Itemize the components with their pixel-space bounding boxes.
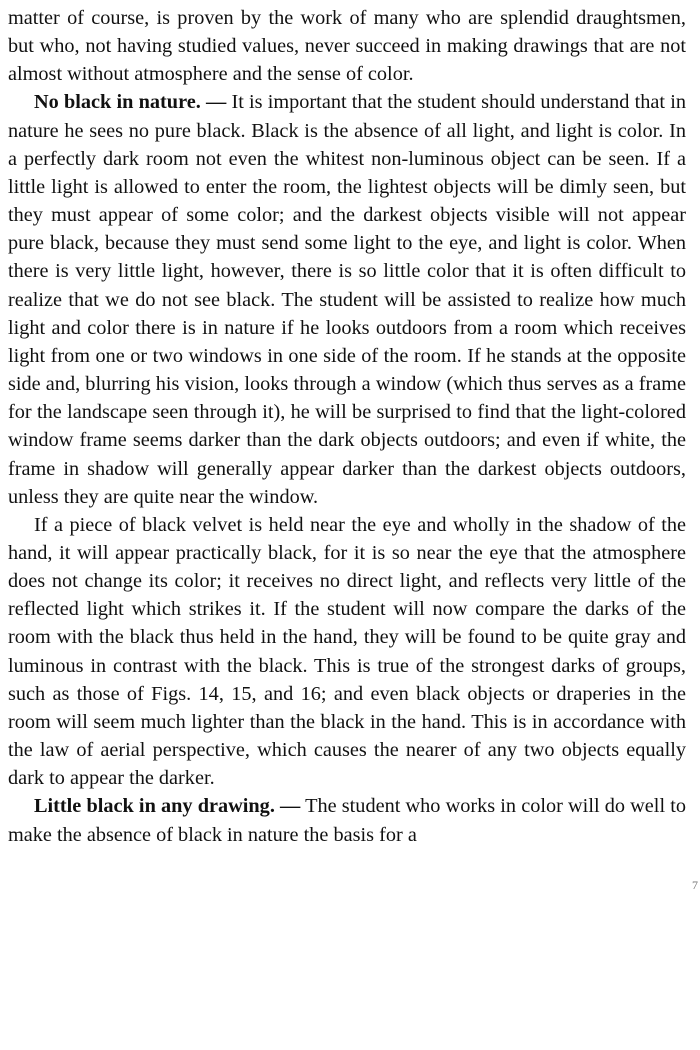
paragraph-text: The student who works in color will do well to make the absence of black in nature the basis for a <box>8 795 686 846</box>
paragraph-continuation <box>8 4 686 88</box>
paragraph-black-velvet <box>8 511 686 793</box>
paragraph-text: It is important that the student should understand that in nature he sees no pure black. Black is the absence of all light, and light is color. In a perfectly dark room not even the whitest non-luminous object can be seen. If a little light is allowed to enter the room, the lightest objects will be dimly seen, but they must appear of some color; and the darkest objects visible will not appear pure black, because they must send some light to the eye, and light is color. When there is very little light, however, there is so little color that it is often difficult to realize that we do not see black. The student will be assisted to realize how much light and color there is in nature if he looks outdoors from a room which receives light from one or two windows in one side of the room. If he stands at the opposite side and, blurring his vision, looks through a window (which thus serves as a frame for the landscape seen through it), he will be surprised to find that the light-colored window frame seems darker than the dark objects outdoors; and even if white, the frame in shadow will generally appear darker than the darkest objects outdoors, unless they are quite near the window. <box>8 91 686 508</box>
section-heading: No black in nature. — <box>34 91 227 114</box>
page-body <box>8 4 686 849</box>
margin-mark: 7 <box>692 878 698 892</box>
section-heading: Little black in any drawing. — <box>34 795 301 818</box>
paragraph-no-black-in-nature <box>8 88 686 510</box>
paragraph-little-black <box>8 792 686 848</box>
paragraph-text: matter of course, is proven by the work of many who are splendid draughtsmen, but who, not having studied values, never succeed in making drawings that are not almost without atmosphere and the sense of color. <box>8 7 686 86</box>
paragraph-text: If a piece of black velvet is held near the eye and wholly in the shadow of the hand, it will appear practically black, for it is so near the eye that the atmosphere does not change its color; it receives no direct light, and reflects very little of the reflected light which strikes it. If the student will now compare the darks of the room with the black thus held in the hand, they will be found to be quite gray and luminous in contrast with the black. This is true of the strongest darks of groups, such as those of Figs. 14, 15, and 16; and even black objects or draperies in the room will seem much lighter than the black in the hand. This is in accordance with the law of aerial perspective, which causes the nearer of any two objects equally dark to appear the darker. <box>8 513 686 790</box>
